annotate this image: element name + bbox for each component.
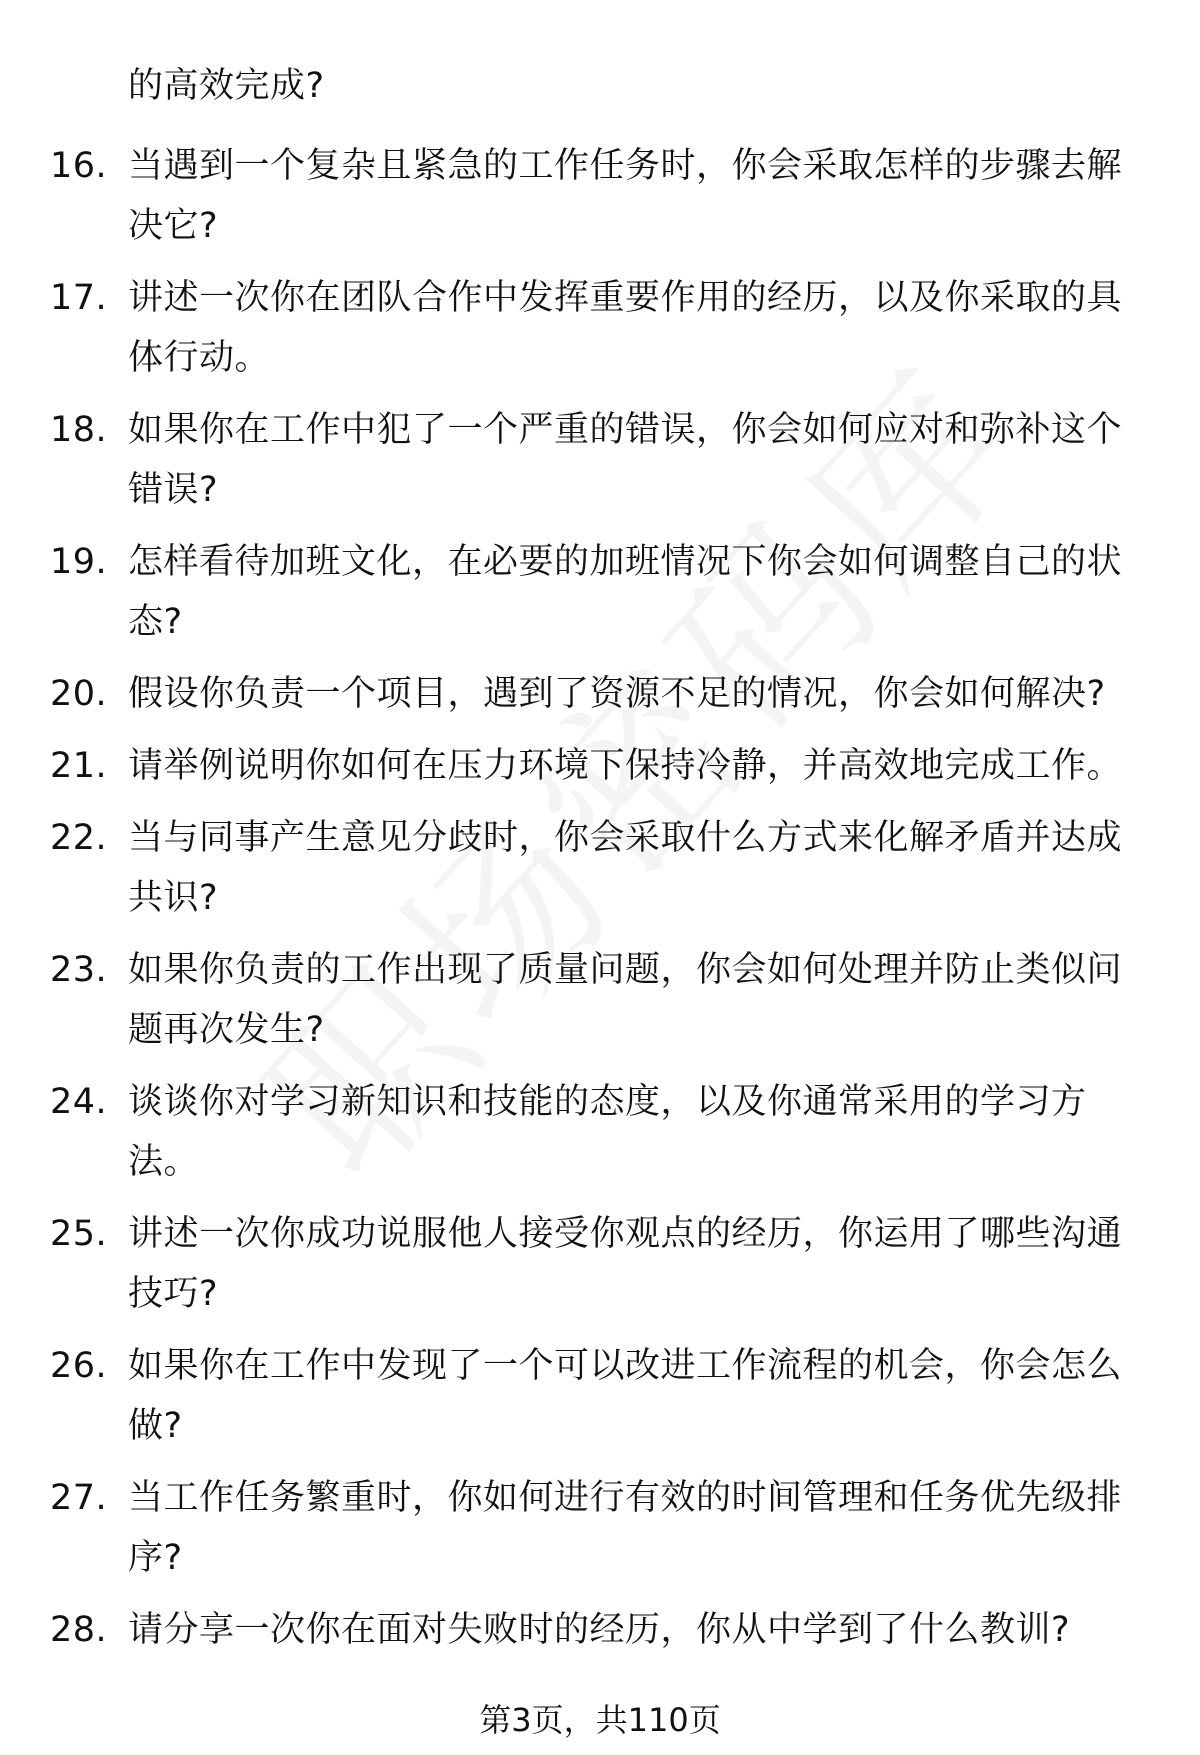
- question-number: 28.: [50, 1610, 108, 1650]
- question-item: [0, 1336, 1200, 1456]
- question-text: 如果你在工作中犯了一个严重的错误，你会如何应对和弥补这个错误?: [128, 410, 1123, 510]
- question-text: 请举例说明你如何在压力环境下保持冷静，并高效地完成工作。: [128, 746, 1123, 786]
- question-number: 27.: [50, 1478, 108, 1518]
- question-text: 如果你在工作中发现了一个可以改进工作流程的机会，你会怎么做?: [128, 1346, 1123, 1446]
- question-number: 24.: [50, 1082, 108, 1122]
- question-number: 20.: [50, 674, 108, 714]
- question-list: [0, 136, 1200, 1672]
- question-number: 26.: [50, 1346, 108, 1386]
- question-number: 19.: [50, 542, 108, 582]
- question-text: 当遇到一个复杂且紧急的工作任务时，你会采取怎样的步骤去解决它?: [128, 146, 1123, 246]
- question-item: [0, 1204, 1200, 1324]
- question-item: [0, 532, 1200, 652]
- continued-question-text: 的高效完成?: [128, 66, 325, 106]
- question-number: 21.: [50, 746, 108, 786]
- question-number: 17.: [50, 278, 108, 318]
- question-item: [0, 268, 1200, 388]
- question-number: 22.: [50, 818, 108, 858]
- question-text: 怎样看待加班文化，在必要的加班情况下你会如何调整自己的状态?: [128, 542, 1123, 642]
- question-item: [0, 1072, 1200, 1192]
- question-text: 如果你负责的工作出现了质量问题，你会如何处理并防止类似问题再次发生?: [128, 950, 1123, 1050]
- question-number: 18.: [50, 410, 108, 450]
- question-number: 23.: [50, 950, 108, 990]
- question-number: 25.: [50, 1214, 108, 1254]
- question-text: 谈谈你对学习新知识和技能的态度，以及你通常采用的学习方法。: [128, 1082, 1087, 1182]
- question-text: 讲述一次你成功说服他人接受你观点的经历，你运用了哪些沟通技巧?: [128, 1214, 1123, 1314]
- question-text: 当工作任务繁重时，你如何进行有效的时间管理和任务优先级排序?: [128, 1478, 1123, 1578]
- question-item: [0, 136, 1200, 256]
- question-item: [0, 736, 1200, 796]
- question-text: 请分享一次你在面对失败时的经历，你从中学到了什么教训?: [128, 1610, 1071, 1650]
- question-item: [0, 664, 1200, 724]
- question-text: 假设你负责一个项目，遇到了资源不足的情况，你会如何解决?: [128, 674, 1106, 714]
- question-item: [0, 940, 1200, 1060]
- question-item: [0, 1468, 1200, 1588]
- question-item: [0, 808, 1200, 928]
- question-item: [0, 1600, 1200, 1660]
- question-number: 16.: [50, 146, 108, 186]
- question-text: 讲述一次你在团队合作中发挥重要作用的经历，以及你采取的具体行动。: [128, 278, 1123, 378]
- question-text: 当与同事产生意见分歧时，你会采取什么方式来化解矛盾并达成共识?: [128, 818, 1123, 918]
- page-number-footer: 第3页，共110页: [479, 1701, 721, 1739]
- question-item: [0, 400, 1200, 520]
